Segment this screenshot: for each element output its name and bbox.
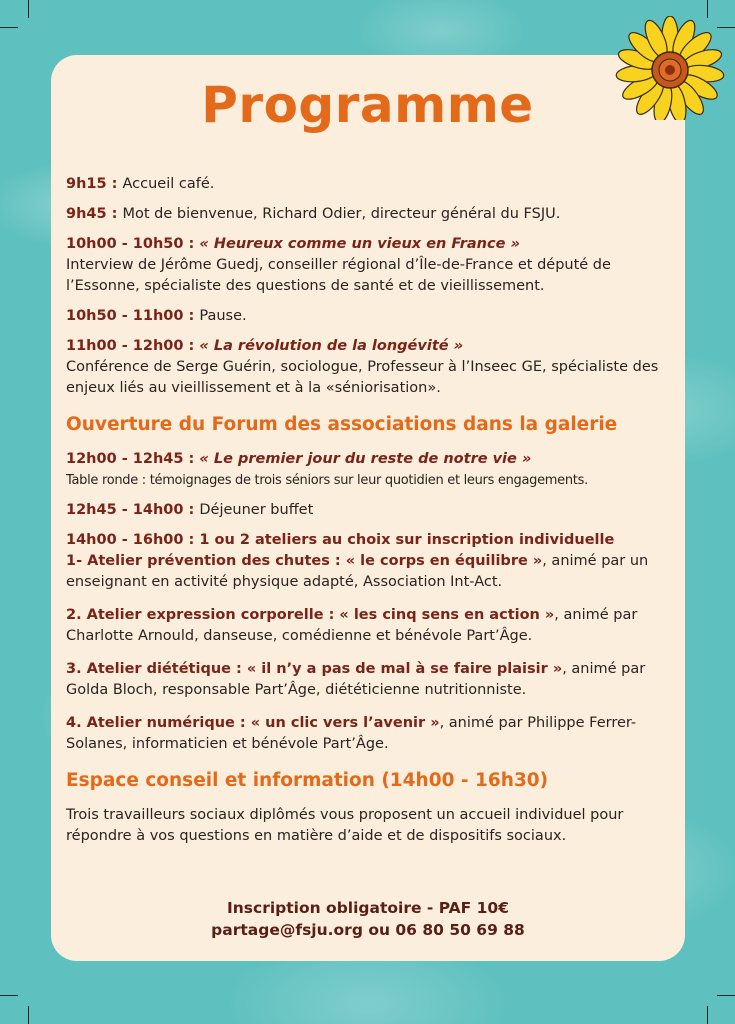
footer-registration: Inscription obligatoire - PAF 10€ bbox=[226, 899, 510, 917]
program-item: 10h00 - 10h50 : « Heureux comme un vieux en France » Interview de Jérôme Guedj, conseiller régional d’Île-de-France et député de l’Essonne, spécialiste des questions de santé et de vieillissement. bbox=[66, 236, 611, 294]
item-time: 10h50 - 11h00 bbox=[66, 308, 184, 324]
workshop-title: 4. Atelier numérique : « un clic vers l’avenir » bbox=[66, 715, 440, 731]
item-talk-title: « Heureux comme un vieux en France » bbox=[199, 236, 520, 252]
item-text: Interview de Jérôme Guedj, conseiller régional d’Île-de-France et député de l’Essonne, spécialiste des questions de santé et de vieillissement. bbox=[66, 257, 611, 294]
espace-text: Trois travailleurs sociaux diplômés vous proposent un accueil individuel pour répondre à vos questions en matière d’aide et de dispositifs sociaux. bbox=[66, 807, 624, 844]
crop-mark bbox=[717, 995, 735, 996]
section-forum-heading: Ouverture du Forum des associations dans la galerie bbox=[66, 414, 618, 435]
page-title: Programme bbox=[201, 76, 534, 134]
section-espace-heading: Espace conseil et information (14h00 - 16h30) bbox=[66, 770, 549, 791]
crop-mark bbox=[0, 27, 18, 28]
item-text: Accueil café. bbox=[122, 176, 215, 192]
item-text: Conférence de Serge Guérin, sociologue, Professeur à l’Inseec GE, spécialiste des enjeux liés au vieillissement et à la «séniorisation». bbox=[66, 359, 659, 396]
program-item: 12h45 - 14h00 : Déjeuner buffet bbox=[66, 502, 314, 518]
workshop-title: 2. Atelier expression corporelle : « les cinq sens en action » bbox=[66, 607, 555, 623]
item-text: Mot de bienvenue, Richard Odier, directeur général du FSJU. bbox=[122, 206, 561, 222]
item-talk-title: « La révolution de la longévité » bbox=[199, 338, 464, 354]
footer-contact[interactable]: partage@fsju.org ou 06 80 50 69 88 bbox=[211, 921, 525, 939]
item-talk-title: « Le premier jour du reste de notre vie » bbox=[199, 451, 532, 467]
crop-mark bbox=[0, 995, 18, 996]
workshop-text: , animé par Philippe Ferrer- Solanes, informaticien et bénévole Part’Âge. bbox=[66, 715, 637, 752]
workshop-title: 3. Atelier diététique : « il n’y a pas de mal à se faire plaisir » bbox=[66, 661, 563, 677]
workshop-text: , animé par un enseignant en activité physique adapté, Association Int-Act. bbox=[66, 553, 649, 590]
workshop-item bbox=[66, 713, 676, 755]
crop-mark bbox=[28, 0, 29, 18]
crop-mark bbox=[28, 1006, 29, 1024]
item-time: 12h45 - 14h00 bbox=[66, 502, 184, 518]
item-text: Pause. bbox=[199, 308, 247, 324]
program-content bbox=[66, 174, 676, 856]
item-time: 9h45 bbox=[66, 206, 107, 222]
program-item: 9h45 : Mot de bienvenue, Richard Odier, directeur général du FSJU. bbox=[66, 206, 561, 222]
item-time: 9h15 bbox=[66, 176, 107, 192]
workshop-item bbox=[66, 659, 676, 701]
footer bbox=[51, 897, 685, 941]
program-item: 12h00 - 12h45 : « Le premier jour du reste de notre vie » Table ronde : témoignages de trois séniors sur leur quotidien et leurs engagements. bbox=[66, 451, 588, 488]
workshops-header: 14h00 - 16h00 : 1 ou 2 ateliers au choix sur inscription individuelle bbox=[66, 532, 615, 548]
program-item: 11h00 - 12h00 : « La révolution de la longévité » Conférence de Serge Guérin, sociologue, Professeur à l’Inseec GE, spécialiste des enjeux liés au vieillissement et à la «séniorisation». bbox=[66, 338, 659, 396]
item-text: Table ronde : témoignages de trois séniors sur leur quotidien et leurs engagements. bbox=[66, 473, 588, 488]
item-time: 11h00 - 12h00 bbox=[66, 338, 184, 354]
program-item: 10h50 - 11h00 : Pause. bbox=[66, 308, 247, 324]
workshop-text: , animé par Golda Bloch, responsable Part’Âge, diététicienne nutritionniste. bbox=[66, 661, 646, 698]
workshop-title: 1- Atelier prévention des chutes : « le corps en équilibre » bbox=[66, 553, 543, 569]
item-time: 12h00 - 12h45 bbox=[66, 451, 184, 467]
workshops-block bbox=[66, 530, 676, 593]
item-text: Déjeuner buffet bbox=[199, 502, 314, 518]
workshop-text: , animé par Charlotte Arnould, danseuse, comédienne et bénévole Part’Âge. bbox=[66, 607, 638, 644]
program-item: 9h15 : Accueil café. bbox=[66, 176, 215, 192]
item-time: 10h00 - 10h50 bbox=[66, 236, 184, 252]
crop-mark bbox=[707, 1006, 708, 1024]
workshop-item bbox=[66, 605, 676, 647]
